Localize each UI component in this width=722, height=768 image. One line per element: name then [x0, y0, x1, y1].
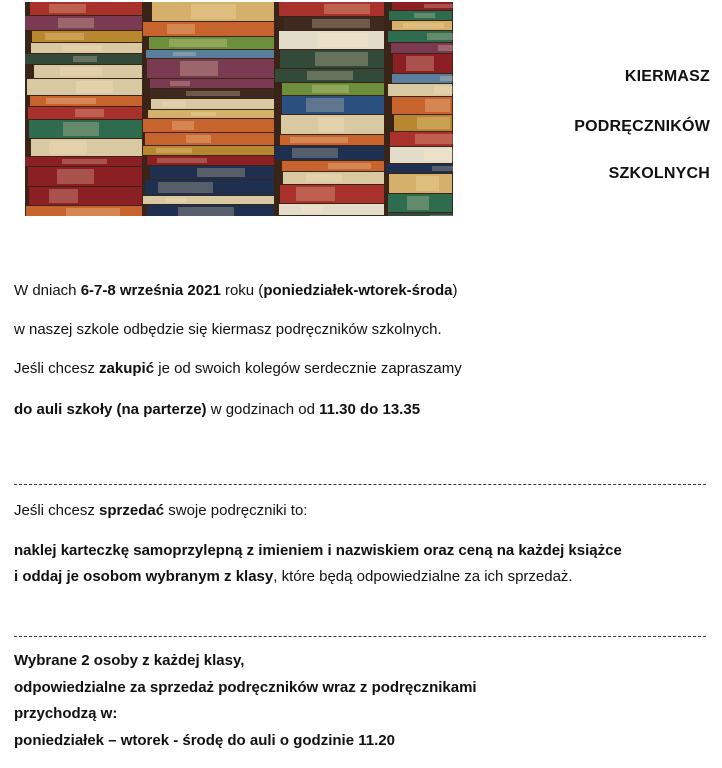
book-spine-label: [66, 208, 120, 216]
intro-days: poniedziałek-wtorek-środa: [263, 282, 453, 299]
book-spine-label: [167, 24, 195, 34]
book-spine-label: [173, 52, 196, 56]
book-spine-label: [75, 109, 104, 117]
sell-instruction: naklej karteczkę samoprzylepną z imieniem i nazwiskiem oraz ceną na każdej książce: [14, 542, 622, 559]
sell-line-1: [14, 502, 307, 519]
book-spine: [29, 187, 142, 205]
book-spine-label: [406, 56, 434, 71]
book-spine-label: [407, 196, 429, 210]
intro-line-2: w naszej szkole odbędzie się kiermasz podręczników szkolnych.: [14, 321, 442, 338]
divider-1: [14, 484, 706, 485]
book-spine-label: [180, 61, 218, 76]
book-spine-label: [162, 101, 185, 107]
book-spine-label: [45, 33, 84, 40]
title-line-2: PODRĘCZNIKÓW: [574, 118, 710, 135]
book-spine-label: [432, 166, 453, 171]
book-spine-label: [191, 4, 236, 19]
books-photo: [25, 2, 453, 216]
book-spine-label: [416, 176, 439, 191]
sell-line-2: [14, 542, 622, 559]
book-spine-label: [424, 4, 453, 8]
book-spine-label: [430, 215, 453, 216]
book-spine-label: [306, 174, 342, 182]
book-spine: [146, 50, 274, 58]
intro-text: w godzinach od: [206, 401, 320, 418]
book-spine-label: [307, 71, 353, 80]
reps-text: przychodzą w:: [14, 705, 118, 722]
book-spine-label: [157, 158, 207, 163]
book-spine-label: [73, 56, 97, 62]
intro-place: do auli szkoły (na parterze): [14, 401, 207, 418]
intro-text: je od swoich kolegów serdecznie zapraszamy: [154, 360, 462, 377]
book-spine-label: [186, 135, 211, 143]
book-spine-label: [165, 198, 186, 202]
sell-text: swoje podręczniki to:: [164, 502, 308, 519]
book-spine-label: [49, 4, 86, 13]
book-spine-label: [312, 19, 370, 28]
book-spine-label: [315, 52, 368, 66]
book-spine-label: [156, 148, 192, 153]
reps-text: poniedziałek – wtorek - środę do auli o godzinie 11.20: [14, 732, 395, 749]
book-spine-label: [427, 33, 453, 40]
book-spine-label: [57, 169, 94, 184]
reps-text: odpowiedzialne za sprzedaż podręczników wraz z podręcznikami: [14, 679, 477, 696]
book-spine-label: [434, 86, 453, 94]
book-spine: [143, 22, 274, 36]
intro-buy: zakupić: [99, 360, 155, 377]
book-spine-label: [58, 18, 94, 28]
reps-text: Wybrane 2 osoby z każdej klasy,: [14, 652, 245, 669]
intro-line-1: [14, 282, 458, 299]
book-spine-label: [306, 98, 344, 112]
intro-text: roku (: [220, 282, 264, 299]
title-line-3: SZKOLNYCH: [608, 165, 710, 182]
intro-text: Jeśli chcesz: [14, 360, 100, 377]
book-spine-label: [417, 117, 450, 129]
intro-text: ): [452, 282, 458, 299]
book-spine: [143, 196, 274, 204]
book-spine-label: [49, 189, 78, 203]
book-spine-label: [296, 187, 335, 201]
book-spine-label: [170, 81, 190, 86]
book-spine-label: [60, 67, 102, 76]
title-line-1: KIERMASZ: [624, 68, 710, 85]
book-spine: [143, 119, 274, 132]
intro-hours: 11.30 do 13.35: [319, 401, 421, 418]
sell-text: , które będą odpowiedzialne za ich sprzedaż.: [273, 568, 573, 585]
book-spine-label: [324, 4, 370, 14]
book-spine-label: [62, 159, 107, 164]
intro-dates: 6-7-8 września 2021: [80, 282, 221, 299]
books-stack-image: [25, 2, 453, 216]
book-spine-label: [169, 39, 227, 47]
book-spine-label: [440, 76, 453, 81]
book-spine-label: [414, 13, 435, 18]
book-spine-label: [317, 33, 368, 47]
book-spine-label: [312, 85, 349, 93]
sell-handover: i oddaj je osobom wybranym z klasy: [14, 568, 274, 585]
reps-line-4: [14, 732, 395, 749]
sell-word: sprzedać: [99, 502, 165, 519]
book-spine-label: [328, 163, 371, 169]
book-spine-label: [172, 121, 194, 130]
sell-text: Jeśli chcesz: [14, 502, 100, 519]
book-spine-label: [424, 149, 453, 161]
sell-line-3: [14, 568, 573, 585]
intro-line-4: [14, 401, 420, 418]
divider-2: [14, 636, 706, 637]
book-spine: [150, 79, 274, 88]
reps-line-3: [14, 705, 117, 722]
book-spine-label: [158, 182, 213, 193]
book-spine-label: [63, 122, 99, 136]
book-spine-label: [63, 45, 102, 51]
book-spine-label: [191, 112, 216, 116]
book-spine-label: [302, 206, 323, 213]
intro-line-3: [14, 360, 462, 377]
book-spine-label: [46, 98, 96, 104]
book-spine-label: [186, 91, 240, 96]
reps-line-2: [14, 679, 477, 696]
intro-text: W dniach: [14, 282, 81, 299]
book-spine-label: [178, 207, 234, 216]
reps-line-1: [14, 652, 244, 669]
book-spine-label: [292, 148, 338, 158]
book-spine-label: [403, 23, 444, 28]
book-spine-label: [415, 134, 453, 144]
book-spine: [279, 204, 384, 215]
book-spine-label: [76, 81, 113, 93]
book-spine-label: [318, 117, 344, 132]
book-spine-label: [197, 168, 245, 177]
book-spine-label: [425, 99, 450, 112]
book-spine-label: [49, 141, 87, 154]
book-spine-label: [290, 137, 348, 143]
book-spine-label: [438, 45, 453, 51]
